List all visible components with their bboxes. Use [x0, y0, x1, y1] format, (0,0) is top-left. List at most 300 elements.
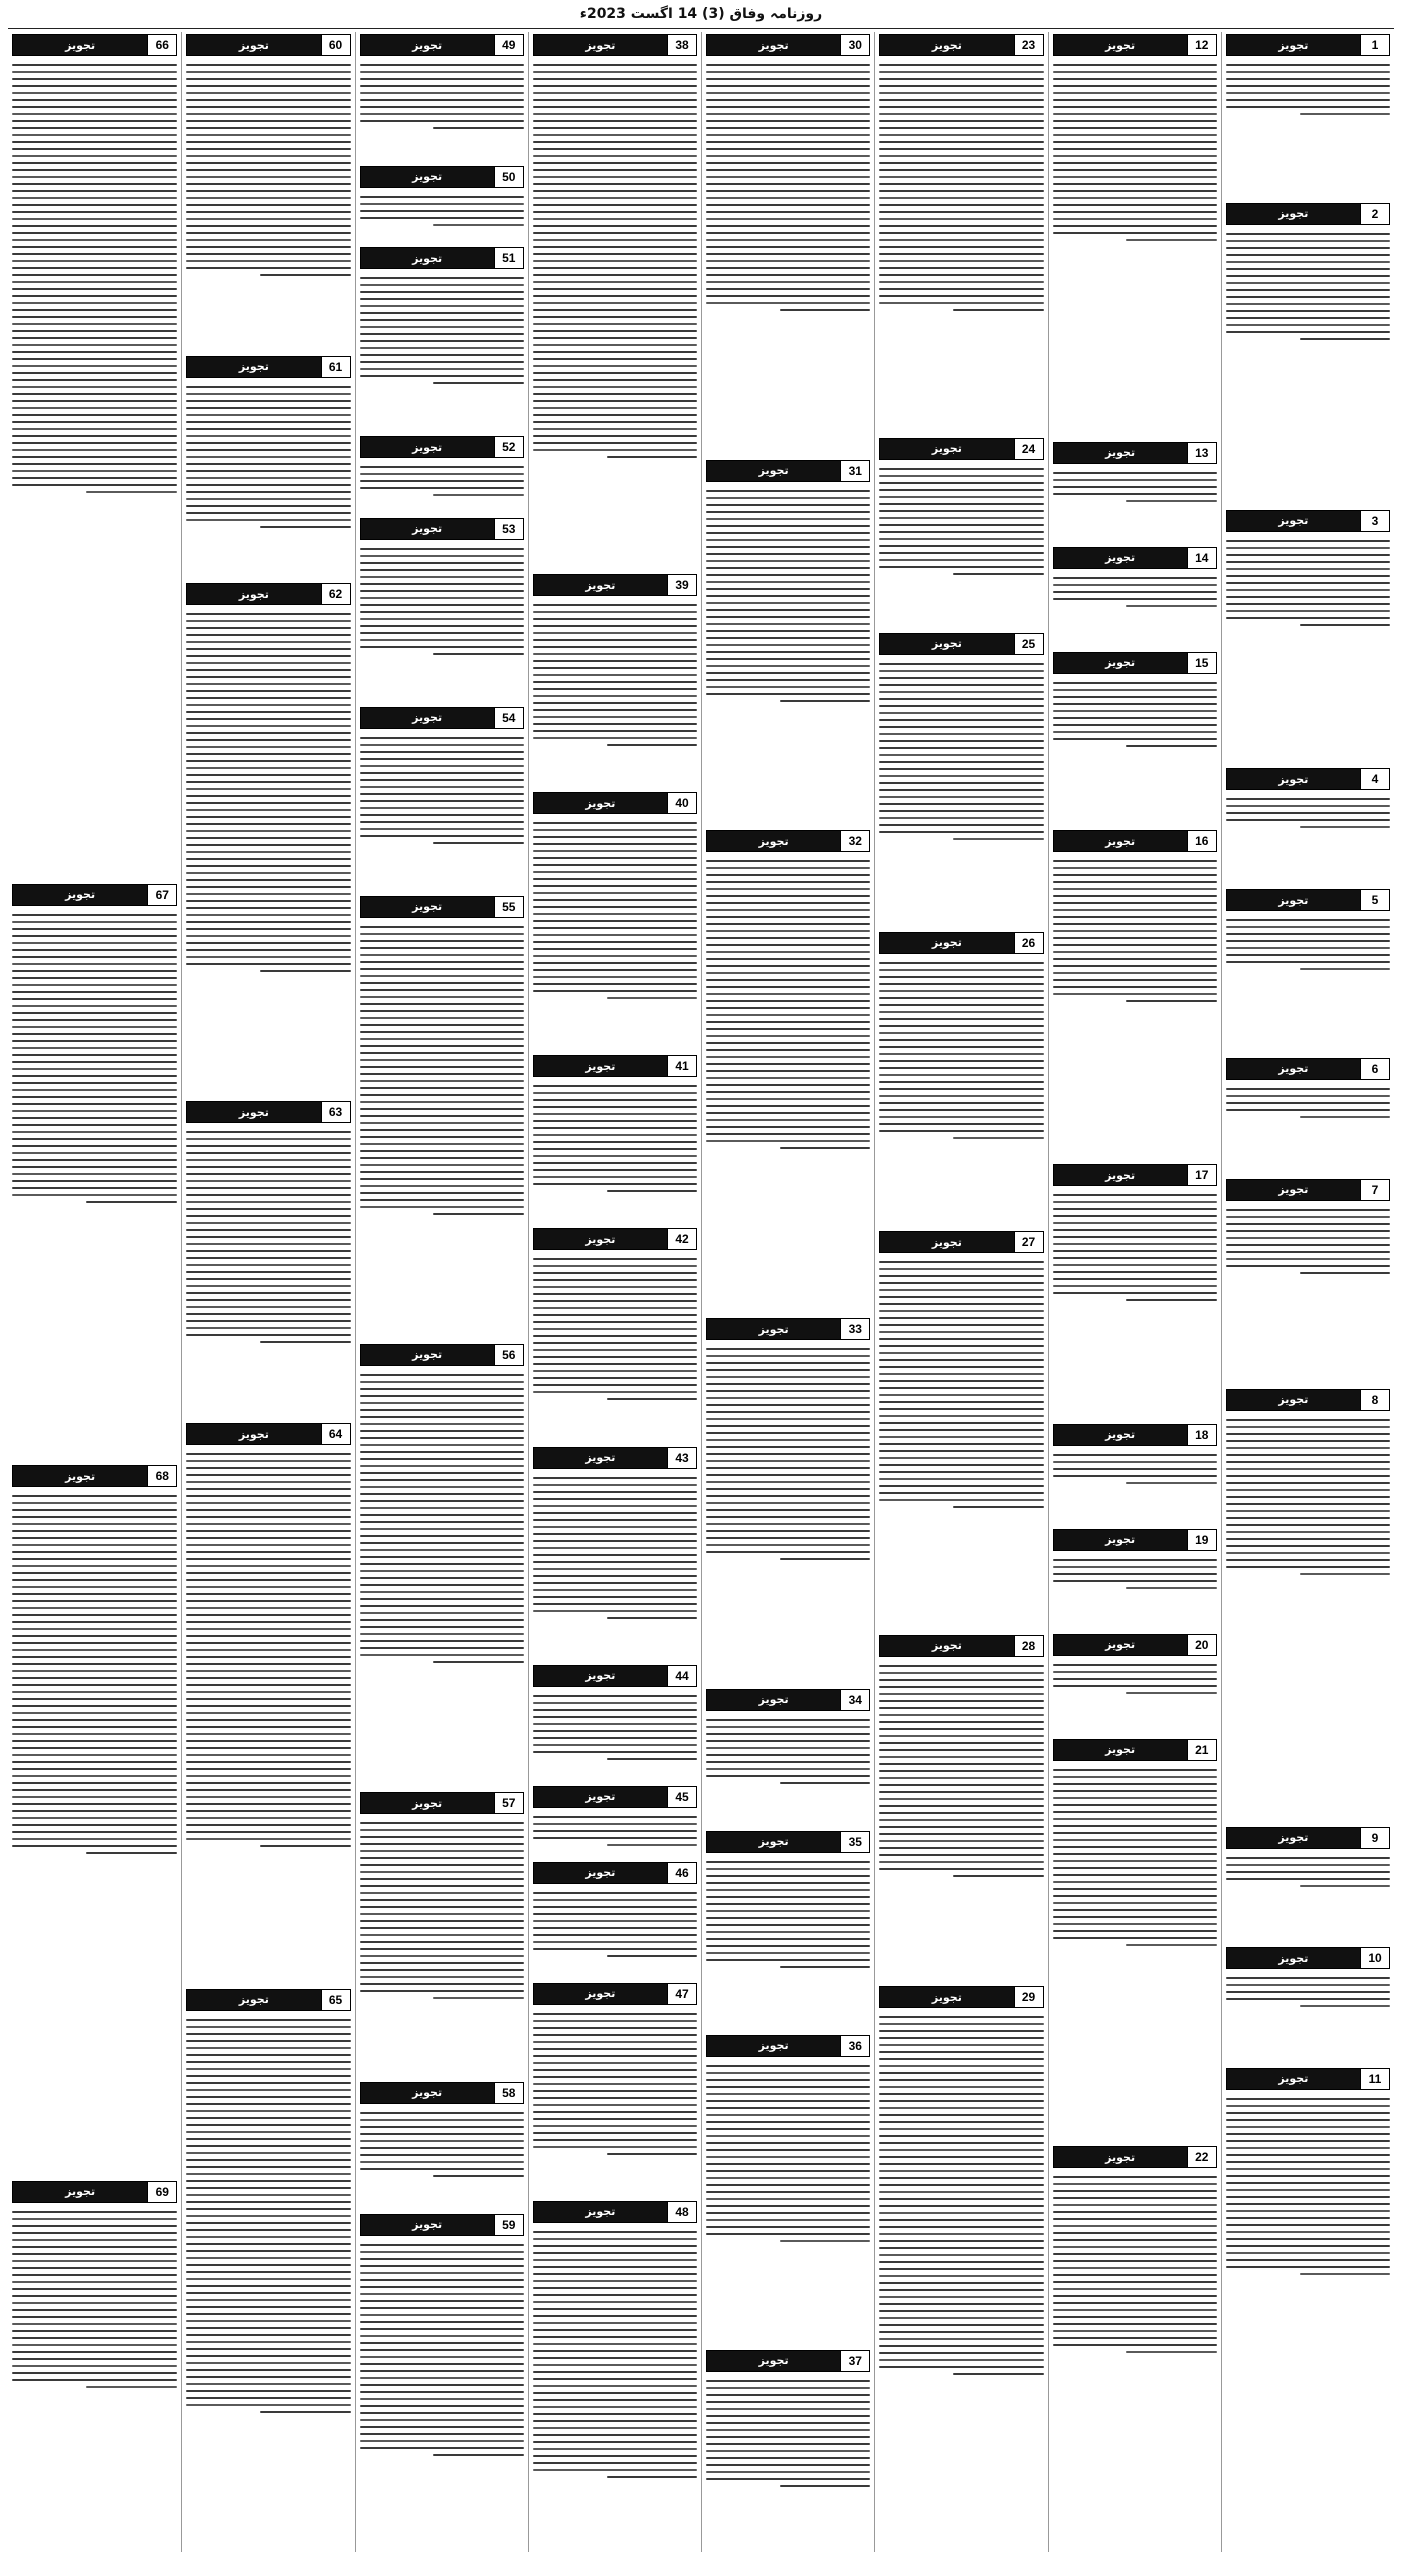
listing-7 — [1226, 1177, 1390, 1383]
text-line — [12, 1138, 177, 1140]
text-line — [533, 1279, 697, 1281]
text-line — [1300, 624, 1390, 626]
text-line — [12, 113, 177, 115]
text-line — [360, 2391, 524, 2393]
text-line — [533, 288, 697, 290]
listing-header — [1053, 547, 1217, 569]
text-line — [186, 816, 350, 818]
text-line — [879, 1282, 1043, 1284]
text-line — [533, 1554, 697, 1556]
listing-category: تجویز — [534, 1666, 667, 1686]
text-line — [12, 106, 177, 108]
text-line — [879, 1861, 1043, 1863]
text-line — [533, 906, 697, 908]
column-6 — [355, 32, 528, 2552]
text-line — [953, 1506, 1043, 1508]
text-line — [186, 1502, 350, 1504]
text-line — [1226, 2266, 1390, 2268]
text-line — [360, 1136, 524, 1138]
text-line — [706, 106, 870, 108]
text-line — [186, 1726, 350, 1728]
text-line — [706, 1896, 870, 1898]
listing-number: 61 — [321, 357, 350, 377]
text-line — [12, 267, 177, 269]
text-line — [879, 1450, 1043, 1452]
listing-19 — [1053, 1527, 1217, 1628]
text-line — [12, 85, 177, 87]
text-line — [1053, 1250, 1217, 1252]
listing-50 — [360, 164, 524, 241]
text-line — [360, 961, 524, 963]
text-line — [879, 1116, 1043, 1118]
text-line — [1053, 1776, 1217, 1778]
text-line — [1226, 1258, 1390, 1260]
text-line — [879, 503, 1043, 505]
text-line — [186, 1663, 350, 1665]
listing-11 — [1226, 2066, 1390, 2548]
text-line — [1053, 2295, 1217, 2297]
text-line — [879, 1373, 1043, 1375]
text-line — [12, 169, 177, 171]
listing-number: 23 — [1014, 35, 1043, 55]
listing-body — [1226, 914, 1390, 1052]
text-line — [360, 2321, 524, 2323]
text-line — [706, 1460, 870, 1462]
listing-15 — [1053, 650, 1217, 825]
text-line — [879, 1046, 1043, 1048]
text-line — [533, 1512, 697, 1514]
text-line — [879, 1735, 1043, 1737]
text-line — [780, 2240, 870, 2242]
text-line — [706, 909, 870, 911]
text-line — [879, 274, 1043, 276]
text-line — [533, 1498, 697, 1500]
text-line — [706, 651, 870, 653]
text-line — [1053, 1790, 1217, 1792]
text-line — [533, 449, 697, 451]
text-line — [360, 1115, 524, 1117]
text-line — [186, 879, 350, 881]
text-line — [186, 2397, 350, 2399]
text-line — [360, 1094, 524, 1096]
text-line — [1053, 2274, 1217, 2276]
listing-number: 19 — [1187, 1530, 1216, 1550]
text-line — [706, 253, 870, 255]
listing-54 — [360, 705, 524, 890]
text-line — [360, 1990, 524, 1992]
text-line — [533, 1589, 697, 1591]
text-line — [533, 1356, 697, 1358]
listing-number: 13 — [1187, 443, 1216, 463]
text-line — [706, 1924, 870, 1926]
text-line — [879, 1840, 1043, 1842]
text-line — [706, 1126, 870, 1128]
text-line — [186, 1635, 350, 1637]
text-line — [533, 1816, 697, 1818]
text-line — [533, 239, 697, 241]
text-line — [12, 134, 177, 136]
text-line — [706, 986, 870, 988]
text-line — [186, 1740, 350, 1742]
text-line — [1226, 268, 1390, 270]
text-line — [360, 954, 524, 956]
text-line — [1226, 296, 1390, 298]
text-line — [879, 810, 1043, 812]
text-line — [360, 2286, 524, 2288]
text-line — [879, 1693, 1043, 1695]
text-line — [186, 956, 350, 958]
text-line — [1226, 805, 1390, 807]
listing-number: 69 — [147, 2182, 176, 2202]
text-line — [1053, 1930, 1217, 1932]
text-line — [186, 907, 350, 909]
text-line — [1053, 986, 1217, 988]
text-line — [1300, 826, 1390, 828]
text-line — [186, 1509, 350, 1511]
text-line — [533, 2427, 697, 2429]
text-line — [1053, 120, 1217, 122]
text-line — [533, 2266, 697, 2268]
text-line — [12, 1579, 177, 1581]
text-line — [1053, 1839, 1217, 1841]
text-line — [12, 1642, 177, 1644]
text-line — [1226, 1857, 1390, 1859]
text-line — [12, 218, 177, 220]
listing-category: تجویز — [13, 2182, 147, 2202]
text-line — [706, 902, 870, 904]
listing-header — [1053, 1634, 1217, 1656]
text-line — [12, 351, 177, 353]
text-line — [360, 1465, 524, 1467]
listing-category: تجویز — [187, 584, 320, 604]
text-line — [360, 1430, 524, 1432]
text-line — [186, 1243, 350, 1245]
text-line — [533, 1491, 697, 1493]
text-line — [186, 1733, 350, 1735]
text-line — [706, 2107, 870, 2109]
text-line — [533, 127, 697, 129]
text-line — [1226, 596, 1390, 598]
listing-category: تجویز — [1227, 1059, 1360, 1079]
text-line — [1226, 2112, 1390, 2114]
text-line — [533, 1148, 697, 1150]
text-line — [360, 744, 524, 746]
text-line — [1126, 2351, 1216, 2353]
text-line — [360, 1409, 524, 1411]
text-line — [879, 754, 1043, 756]
listing-category: تجویز — [361, 708, 494, 728]
text-line — [879, 1032, 1043, 1034]
text-line — [533, 2434, 697, 2436]
listing-49 — [360, 32, 524, 160]
listing-52 — [360, 434, 524, 511]
text-line — [1053, 591, 1217, 593]
listing-category: تجویز — [1054, 1165, 1187, 1185]
text-line — [186, 2299, 350, 2301]
text-line — [706, 2443, 870, 2445]
text-line — [12, 2372, 177, 2374]
listing-body — [12, 909, 177, 1459]
text-line — [1300, 2005, 1390, 2007]
listing-category: تجویز — [707, 35, 840, 55]
text-line — [706, 1551, 870, 1553]
text-line — [706, 302, 870, 304]
text-line — [533, 71, 697, 73]
text-line — [533, 639, 697, 641]
text-line — [186, 71, 350, 73]
text-line — [706, 532, 870, 534]
text-line — [706, 1035, 870, 1037]
listing-number: 16 — [1187, 831, 1216, 851]
text-line — [879, 2275, 1043, 2277]
listing-body — [1053, 1764, 1217, 2141]
text-line — [12, 204, 177, 206]
text-line — [879, 162, 1043, 164]
text-line — [12, 977, 177, 979]
listing-number: 66 — [147, 35, 176, 55]
text-line — [186, 2292, 350, 2294]
text-line — [12, 2246, 177, 2248]
text-line — [1053, 232, 1217, 234]
text-line — [533, 113, 697, 115]
listing-header — [1226, 203, 1390, 225]
text-line — [186, 225, 350, 227]
text-line — [533, 1823, 697, 1825]
text-line — [186, 802, 350, 804]
text-line — [1053, 2204, 1217, 2206]
listing-number: 54 — [494, 708, 523, 728]
text-line — [706, 1931, 870, 1933]
text-line — [360, 1479, 524, 1481]
text-line — [12, 1026, 177, 1028]
text-line — [360, 2112, 524, 2114]
text-line — [879, 1303, 1043, 1305]
listing-category: تجویز — [534, 1229, 667, 1249]
listing-category: تجویز — [1227, 1180, 1360, 1200]
text-line — [879, 1102, 1043, 1104]
text-line — [1053, 1818, 1217, 1820]
listing-header — [186, 34, 350, 56]
text-line — [1300, 113, 1390, 115]
text-line — [533, 442, 697, 444]
text-line — [186, 690, 350, 692]
text-line — [879, 2156, 1043, 2158]
text-line — [706, 1754, 870, 1756]
text-line — [533, 106, 697, 108]
text-line — [706, 1768, 870, 1770]
text-line — [879, 552, 1043, 554]
text-line — [1226, 2252, 1390, 2254]
listing-61 — [186, 354, 350, 577]
text-line — [706, 958, 870, 960]
text-line — [1053, 972, 1217, 974]
text-line — [186, 267, 350, 269]
text-line — [186, 620, 350, 622]
text-line — [360, 1458, 524, 1460]
text-line — [186, 1474, 350, 1476]
text-line — [360, 1885, 524, 1887]
listing-category: تجویز — [1054, 1635, 1187, 1655]
text-line — [186, 865, 350, 867]
text-line — [360, 800, 524, 802]
text-line — [879, 2149, 1043, 2151]
text-line — [533, 1568, 697, 1570]
text-line — [533, 618, 697, 620]
text-line — [1226, 2168, 1390, 2170]
text-line — [186, 1145, 350, 1147]
text-line — [1226, 1552, 1390, 1554]
text-line — [12, 435, 177, 437]
text-line — [360, 2258, 524, 2260]
text-line — [533, 941, 697, 943]
listing-number: 9 — [1360, 1828, 1389, 1848]
text-line — [1226, 2105, 1390, 2107]
text-line — [12, 421, 177, 423]
text-line — [533, 1384, 697, 1386]
text-line — [706, 2163, 870, 2165]
text-line — [879, 204, 1043, 206]
listing-header — [360, 1344, 524, 1366]
text-line — [879, 1770, 1043, 1772]
text-line — [186, 1180, 350, 1182]
text-line — [879, 831, 1043, 833]
listing-48 — [533, 2199, 697, 2548]
listing-27 — [879, 1229, 1043, 1629]
text-line — [1226, 92, 1390, 94]
listing-number: 35 — [840, 1832, 869, 1852]
text-line — [706, 1740, 870, 1742]
text-line — [360, 1941, 524, 1943]
text-line — [533, 976, 697, 978]
text-line — [360, 2433, 524, 2435]
text-line — [360, 2279, 524, 2281]
text-line — [360, 1031, 524, 1033]
text-line — [186, 718, 350, 720]
text-line — [1053, 703, 1217, 705]
text-line — [360, 2119, 524, 2121]
text-line — [360, 2161, 524, 2163]
text-line — [186, 1159, 350, 1161]
text-line — [1226, 85, 1390, 87]
text-line — [1053, 1566, 1217, 1568]
text-line — [1226, 2182, 1390, 2184]
text-line — [533, 688, 697, 690]
text-line — [879, 267, 1043, 269]
column-5 — [528, 32, 701, 2552]
text-line — [1053, 162, 1217, 164]
text-line — [360, 1556, 524, 1558]
text-line — [186, 1810, 350, 1812]
text-line — [360, 305, 524, 307]
text-line — [360, 1388, 524, 1390]
text-line — [533, 246, 697, 248]
listing-category: تجویز — [1227, 1390, 1360, 1410]
text-line — [360, 1591, 524, 1593]
text-line — [533, 962, 697, 964]
text-line — [879, 983, 1043, 985]
text-line — [879, 2163, 1043, 2165]
text-line — [1053, 197, 1217, 199]
text-line — [360, 1549, 524, 1551]
text-line — [186, 421, 350, 423]
text-line — [533, 2399, 697, 2401]
text-line — [260, 1341, 350, 1343]
text-line — [1226, 1475, 1390, 1477]
text-line — [12, 155, 177, 157]
text-line — [186, 2033, 350, 2035]
text-line — [533, 379, 697, 381]
text-line — [533, 204, 697, 206]
text-line — [533, 2013, 697, 2015]
text-line — [1226, 1244, 1390, 1246]
text-line — [360, 1871, 524, 1873]
text-line — [706, 567, 870, 569]
listing-number: 59 — [494, 2215, 523, 2235]
listing-header — [186, 1101, 350, 1123]
text-line — [360, 772, 524, 774]
text-line — [706, 267, 870, 269]
listing-3 — [1226, 508, 1390, 763]
listing-category: تجویز — [1054, 653, 1187, 673]
text-line — [360, 1864, 524, 1866]
listing-number: 18 — [1187, 1425, 1216, 1445]
text-line — [12, 1068, 177, 1070]
text-line — [1226, 1878, 1390, 1880]
listing-59 — [360, 2212, 524, 2548]
text-line — [1226, 1871, 1390, 1873]
text-line — [186, 386, 350, 388]
text-line — [533, 393, 697, 395]
listing-57 — [360, 1790, 524, 2076]
text-line — [12, 1047, 177, 1049]
text-line — [186, 197, 350, 199]
text-line — [1226, 1559, 1390, 1561]
text-line — [186, 1705, 350, 1707]
listing-header — [186, 1989, 350, 2011]
text-line — [186, 627, 350, 629]
text-line — [879, 1081, 1043, 1083]
text-line — [360, 2356, 524, 2358]
text-line — [1053, 225, 1217, 227]
text-line — [186, 1558, 350, 1560]
text-line — [879, 2184, 1043, 2186]
text-line — [533, 2469, 697, 2471]
text-line — [186, 1572, 350, 1574]
text-line — [1053, 577, 1217, 579]
text-line — [706, 2100, 870, 2102]
text-line — [879, 670, 1043, 672]
text-line — [12, 1838, 177, 1840]
text-line — [1053, 1937, 1217, 1939]
text-line — [12, 1782, 177, 1784]
listing-number: 34 — [840, 1690, 869, 1710]
text-line — [186, 2019, 350, 2021]
text-line — [879, 2016, 1043, 2018]
text-line — [533, 1314, 697, 1316]
text-line — [186, 2369, 350, 2371]
text-line — [1053, 860, 1217, 862]
text-line — [533, 1335, 697, 1337]
text-line — [879, 134, 1043, 136]
text-line — [706, 1453, 870, 1455]
text-line — [1053, 717, 1217, 719]
text-line — [360, 1934, 524, 1936]
text-line — [1053, 183, 1217, 185]
text-line — [360, 786, 524, 788]
text-line — [533, 1906, 697, 1908]
listing-body — [186, 608, 350, 1095]
listing-header — [1226, 1058, 1390, 1080]
